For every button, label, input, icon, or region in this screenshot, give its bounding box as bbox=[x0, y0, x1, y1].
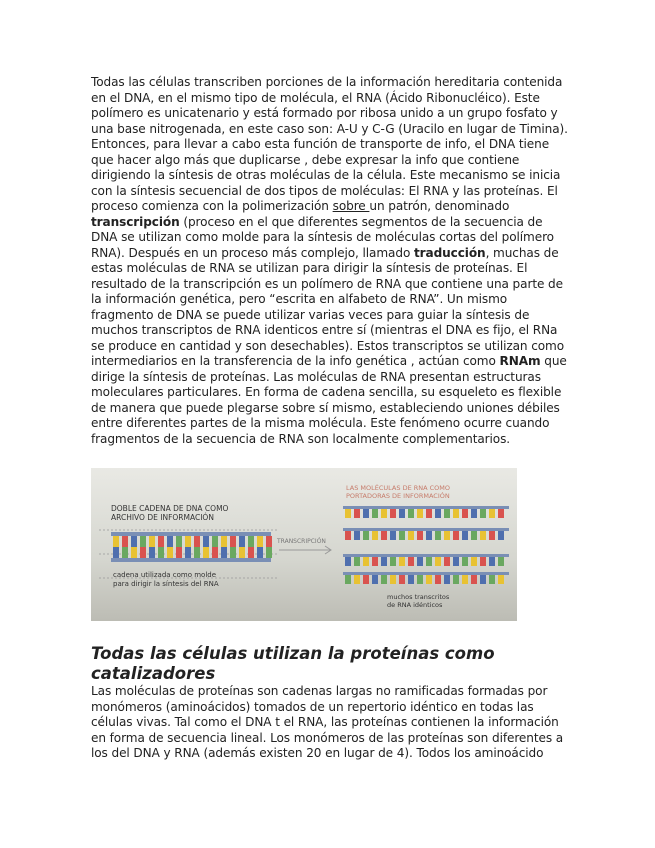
dna-base bbox=[230, 536, 236, 547]
term-transcripcion: transcripción bbox=[91, 214, 180, 229]
fig-caption-right-2: de RNA idénticos bbox=[387, 601, 443, 609]
term-traduccion: traducción bbox=[413, 245, 486, 260]
rna-base bbox=[453, 575, 459, 584]
dna-base bbox=[185, 547, 191, 558]
rna-base bbox=[471, 575, 477, 584]
dna-base bbox=[248, 536, 254, 547]
dna-base bbox=[167, 536, 173, 547]
fig-label-left-2: ARCHIVO DE INFORMACIÓN bbox=[111, 513, 214, 522]
rna-base bbox=[354, 531, 360, 540]
arrow bbox=[279, 546, 331, 554]
dna-base bbox=[113, 547, 119, 558]
rna-base bbox=[480, 557, 486, 566]
rna-base bbox=[345, 557, 351, 566]
rna-base bbox=[489, 509, 495, 518]
dna-base bbox=[257, 547, 263, 558]
rna-base bbox=[426, 531, 432, 540]
dna-base bbox=[230, 547, 236, 558]
rna-base bbox=[462, 557, 468, 566]
rna-base bbox=[489, 557, 495, 566]
dna-base bbox=[239, 536, 245, 547]
rna-base bbox=[417, 531, 423, 540]
rna-base bbox=[435, 509, 441, 518]
fig-caption-left-2: para dirigir la síntesis del RNA bbox=[113, 580, 219, 588]
section-heading-proteins: Todas las células utilizan la proteínas como catalizadores bbox=[91, 644, 495, 683]
para1-underlined: sobre bbox=[332, 199, 370, 213]
rna-base bbox=[498, 531, 504, 540]
rna-base bbox=[453, 557, 459, 566]
rna-base bbox=[408, 531, 414, 540]
rna-base bbox=[471, 557, 477, 566]
dna-base bbox=[149, 547, 155, 558]
rna-base bbox=[489, 575, 495, 584]
fig-label-mid: TRANSCRIPCIÓN bbox=[277, 538, 326, 545]
dna-rna-figure bbox=[91, 468, 517, 621]
rna-base bbox=[363, 509, 369, 518]
dna-base bbox=[149, 536, 155, 547]
dna-base bbox=[212, 536, 218, 547]
rna-base bbox=[381, 509, 387, 518]
dna-base bbox=[221, 547, 227, 558]
dna-base bbox=[248, 547, 254, 558]
rna-base bbox=[372, 509, 378, 518]
fig-caption-left-1: cadena utilizada como molde bbox=[113, 571, 217, 579]
rna-backbone bbox=[343, 554, 509, 557]
rna-base bbox=[372, 557, 378, 566]
rna-base bbox=[462, 575, 468, 584]
rna-base bbox=[453, 509, 459, 518]
rna-base bbox=[399, 575, 405, 584]
dna-base bbox=[122, 536, 128, 547]
dna-base bbox=[158, 536, 164, 547]
rna-base bbox=[354, 509, 360, 518]
rna-base bbox=[345, 509, 351, 518]
dna-base bbox=[131, 547, 137, 558]
dna-base bbox=[176, 536, 182, 547]
rna-base bbox=[426, 509, 432, 518]
rna-base bbox=[354, 575, 360, 584]
dna-base bbox=[122, 547, 128, 558]
para1-text-4: , muchas de estas moléculas de RNA se utilizan para dirigir la síntesis de proteínas. El resultado de la transcripción es un polímero de RNA que contiene una parte de la información genética, pero “escrita en alfabeto de RNA”. Un mismo fragmento de DNA se puede utilizar varias veces para guiar la síntesis de muchos transcriptos de RNA identicos entre sí (mientras el DNA es fijo, el RNa se produce en cantidad y son desechables). Estos transcriptos se utilizan como intermediarios en la transferencia de la info genética , actúan como bbox=[91, 245, 565, 368]
rna-base bbox=[444, 531, 450, 540]
rna-base bbox=[381, 557, 387, 566]
rna-base bbox=[390, 557, 396, 566]
dna-base bbox=[194, 536, 200, 547]
dna-base bbox=[131, 536, 137, 547]
rna-base bbox=[489, 531, 495, 540]
dna-base bbox=[203, 547, 209, 558]
rna-base bbox=[462, 531, 468, 540]
paragraph-proteins: Las moléculas de proteínas son cadenas largas no ramificadas formadas por monómeros (aminoácidos) tomados de un repertorio idéntico en todas las células vivas. Tal como el DNA t el RNA, las proteínas contienen la información en forma de secuencia lineal. Los monómeros de las proteínas son diferentes a los del DNA y RNA (además existen 20 en lugar de 4). Todos los aminoácido bbox=[91, 684, 564, 760]
para1-text-3: (proceso en el que diferentes segmentos de la secuencia de DNA se utilizan como molde para la síntesis de moléculas cortas del polímero RNA). Después en un proceso más complejo, llamado bbox=[91, 214, 554, 260]
dna-base bbox=[266, 536, 272, 547]
rna-base bbox=[363, 575, 369, 584]
dna-base bbox=[113, 536, 119, 547]
rna-base bbox=[390, 509, 396, 518]
dna-base bbox=[140, 536, 146, 547]
rna-base bbox=[345, 575, 351, 584]
dna-base bbox=[212, 547, 218, 558]
rna-base bbox=[381, 575, 387, 584]
rna-base bbox=[462, 509, 468, 518]
dna-base bbox=[221, 536, 227, 547]
dna-base bbox=[140, 547, 146, 558]
rna-base bbox=[498, 509, 504, 518]
dna-base bbox=[194, 547, 200, 558]
rna-base bbox=[390, 575, 396, 584]
rna-base bbox=[354, 557, 360, 566]
para1-text-5: que dirige la síntesis de proteínas. Las moléculas de RNA presentan estructuras moleculares particulares. En forma de cadena sencilla, su esqueleto es flexible de manera que puede plegarse sobre sí mismo, estableciendo uniones débiles entre diferentes partes de la misma molécula. Este fenómeno ocurre cuando fragmentos de la secuencia de RNA son localmente complementarios. bbox=[91, 354, 567, 446]
rna-base bbox=[444, 509, 450, 518]
rna-base bbox=[399, 557, 405, 566]
fig-label-right-2: PORTADORAS DE INFORMACIÓN bbox=[346, 492, 450, 500]
rna-base bbox=[498, 557, 504, 566]
dna-backbone bbox=[111, 532, 271, 536]
rna-base bbox=[435, 531, 441, 540]
rna-base bbox=[444, 557, 450, 566]
rna-base bbox=[471, 531, 477, 540]
rna-base bbox=[381, 531, 387, 540]
term-rnam: RNAm bbox=[499, 354, 541, 368]
dna-base bbox=[239, 547, 245, 558]
rna-base bbox=[399, 531, 405, 540]
fig-label-right-1: LAS MOLÉCULAS DE RNA COMO bbox=[346, 484, 451, 492]
rna-base bbox=[363, 531, 369, 540]
para1-text-1: Todas las células transcriben porciones de la información hereditaria contenida en el DNA, en el mismo tipo de molécula, el RNA (Ácido Ribonucléico). Este polímero es unicatenario y está formado por ribosa unido a un grupo fosfato y una base nitrogenada, en este caso son: A-U y C-G (Uracilo en lugar de Timina). Entonces, para llevar a cabo esta función de transporte de info, el DNA tiene que hacer algo más que duplicarse , debe expresar la info que contiene dirigiendo la síntesis de otras moléculas de la célula. Este mecanismo se inicia con la síntesis secuencial de dos tipos de moléculas: El RNA y las proteínas. El proceso comienza con la polimerización bbox=[91, 75, 568, 213]
para1-text-2: un patrón, denominado bbox=[369, 199, 510, 213]
rna-base bbox=[372, 531, 378, 540]
rna-base bbox=[399, 509, 405, 518]
dna-base bbox=[185, 536, 191, 547]
rna-base bbox=[435, 557, 441, 566]
rna-base bbox=[408, 575, 414, 584]
rna-base bbox=[408, 509, 414, 518]
rna-base bbox=[345, 531, 351, 540]
rna-base bbox=[390, 531, 396, 540]
rna-base bbox=[426, 575, 432, 584]
dna-base bbox=[203, 536, 209, 547]
dna-base bbox=[176, 547, 182, 558]
rna-base bbox=[480, 575, 486, 584]
rna-base bbox=[363, 557, 369, 566]
rna-base bbox=[417, 575, 423, 584]
rna-base bbox=[417, 509, 423, 518]
dna-base bbox=[257, 536, 263, 547]
rna-base bbox=[453, 531, 459, 540]
rna-backbone bbox=[343, 572, 509, 575]
fig-caption-right-1: muchos transcritos bbox=[387, 593, 450, 601]
rna-base bbox=[372, 575, 378, 584]
dna-base bbox=[158, 547, 164, 558]
rna-base bbox=[417, 557, 423, 566]
rna-backbone bbox=[343, 528, 509, 531]
fig-label-left-1: DOBLE CADENA DE DNA COMO bbox=[111, 504, 229, 513]
rna-base bbox=[444, 575, 450, 584]
dna-backbone bbox=[111, 558, 271, 562]
rna-base bbox=[435, 575, 441, 584]
dna-base bbox=[167, 547, 173, 558]
paragraph-transcription bbox=[91, 75, 569, 447]
rna-base bbox=[480, 509, 486, 518]
rna-base bbox=[471, 509, 477, 518]
rna-backbone bbox=[343, 506, 509, 509]
rna-base bbox=[408, 557, 414, 566]
rna-base bbox=[480, 531, 486, 540]
rna-base bbox=[426, 557, 432, 566]
rna-base bbox=[498, 575, 504, 584]
dna-base bbox=[266, 547, 272, 558]
